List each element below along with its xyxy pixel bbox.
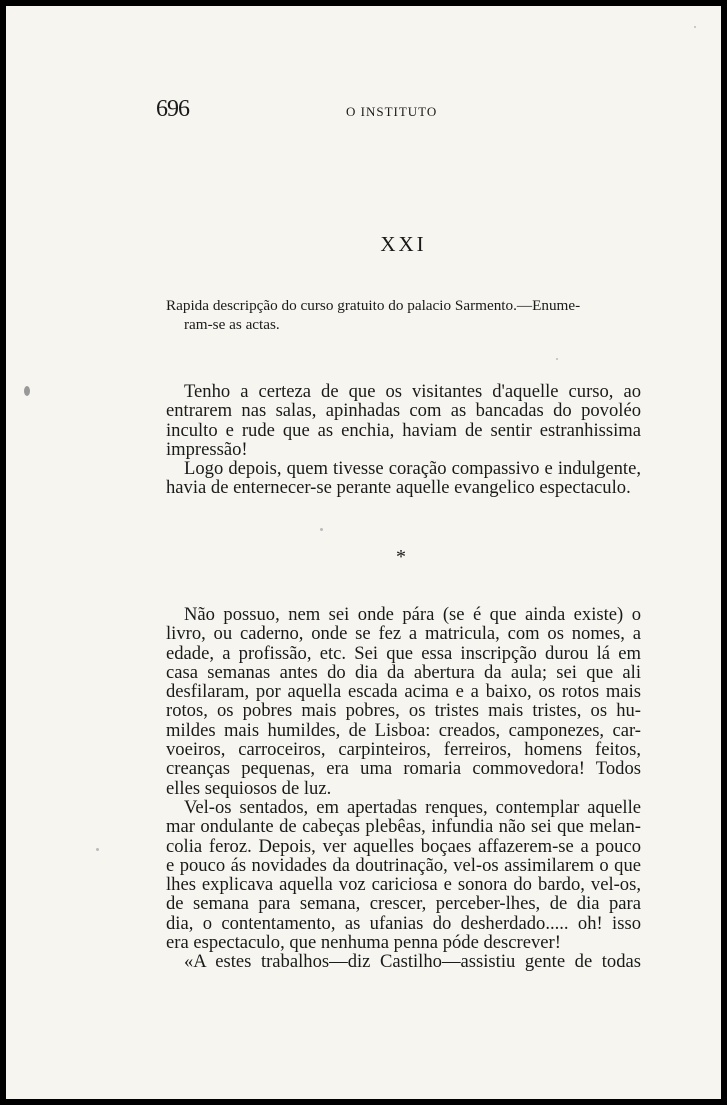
text-line: lhes explicava aquella voz cariciosa e sonora do bardo, vel-os,: [166, 874, 641, 896]
text-line: entrarem nas salas, apinhadas com as bancadas do povoléo: [166, 400, 641, 422]
summary-line: Rapida descripção do curso gratuito do palacio Sarmento.—Enume-: [166, 297, 581, 314]
paper-speck: [96, 848, 99, 851]
text-line: edade, a profissão, etc. Sei que essa inscripção durou lá em: [166, 642, 641, 664]
text-line: impressão!: [166, 438, 248, 460]
paper-speck: [694, 26, 696, 28]
paper-speck: [320, 528, 323, 531]
text-line: elles sequiosos de luz.: [166, 777, 332, 799]
text-line: livro, ou caderno, onde se fez a matricula, com os nomes, a: [166, 623, 641, 645]
running-head: [6, 94, 721, 124]
section-2-text: [166, 605, 641, 972]
text-line: mar ondulante de cabeças plebêas, infundia não sei que melan-: [166, 816, 641, 838]
chapter-heading: XXI: [380, 232, 427, 256]
section-separator: *: [396, 546, 406, 568]
book-page: [6, 6, 721, 1099]
text-line: mildes mais humildes, de Lisboa: creados, camponezes, car-: [166, 719, 641, 741]
text-line: e pouco ás novidades da doutrinação, vel-os assimilarem o que: [166, 854, 641, 876]
text-line: inculto e rude que as enchia, haviam de sentir estranhissima: [166, 419, 641, 441]
summary-line: ram-se as actas.: [184, 316, 280, 333]
running-title: O INSTITUTO: [346, 104, 438, 119]
text-line: era espectaculo, que nenhuma penna póde descrever!: [166, 932, 561, 954]
page-number: 696: [156, 96, 189, 122]
text-line: «A estes trabalhos—diz Castilho—assistiu gente de todas: [184, 951, 641, 973]
text-line: Tenho a certeza de que os visitantes d'aquelle curso, ao: [184, 381, 641, 402]
text-line: dia, o contentamento, as ufanias do desherdado..... oh! isso: [166, 912, 641, 934]
text-line: creanças pequenas, era uma romaria commovedora! Todos: [166, 758, 641, 780]
text-line: de semana para semana, crescer, perceber-lhes, de dia para: [166, 893, 641, 915]
text-line: Não possuo, nem sei onde pára (se é que ainda existe) o: [184, 604, 641, 625]
text-line: havia de enternecer-se perante aquelle evangelico espectaculo.: [166, 477, 631, 499]
paper-speck: [24, 386, 30, 396]
text-line: voeiros, carroceiros, carpinteiros, ferreiros, homens feitos,: [166, 739, 641, 761]
paper-speck: [556, 358, 558, 360]
text-line: casa semanas antes do dia da abertura da aula; sei que ali: [166, 661, 641, 683]
section-1-text: [166, 382, 641, 498]
text-line: Vel-os sentados, em apertadas renques, contemplar aquelle: [184, 796, 641, 818]
text-line: colia feroz. Depois, ver aquelles boçaes affazerem-se a pouco: [166, 835, 641, 857]
chapter-summary: [166, 296, 641, 334]
text-line: rotos, os pobres mais pobres, os tristes mais tristes, os hu-: [166, 700, 641, 722]
text-line: desfilaram, por aquella escada acima e a baixo, os rotos mais: [166, 681, 641, 703]
text-line: Logo depois, quem tivesse coração compassivo e indulgente,: [184, 458, 641, 480]
